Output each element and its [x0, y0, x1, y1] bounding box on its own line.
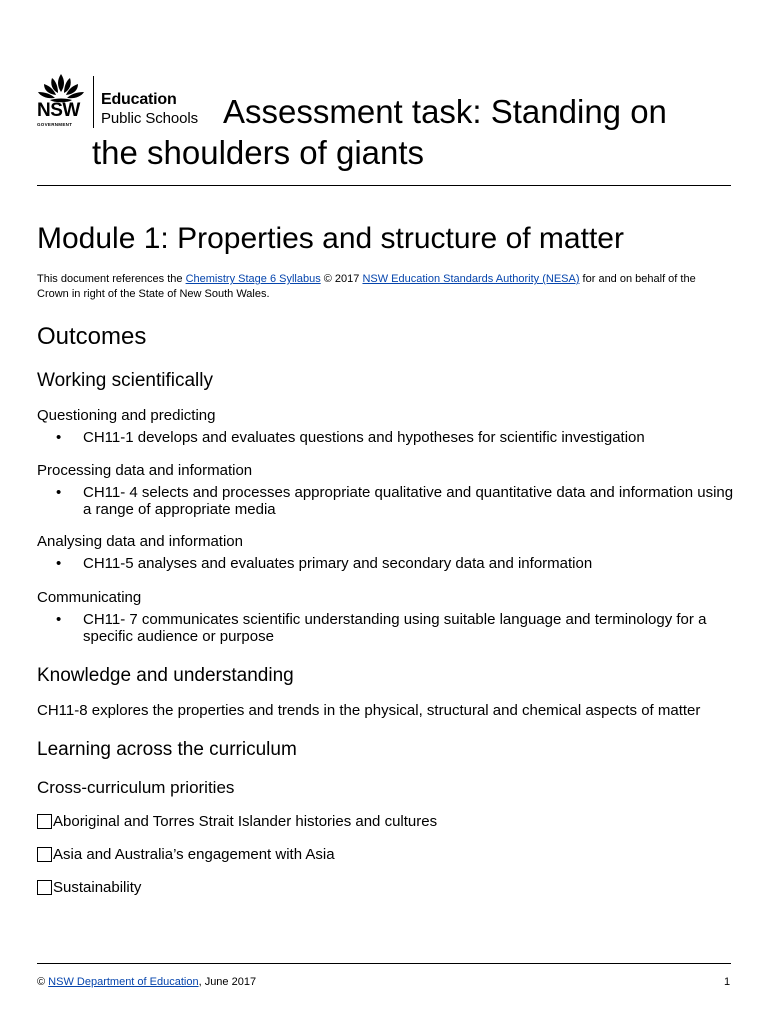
logo-nsw-text: NSW	[37, 100, 80, 121]
learning-across-curriculum-heading: Learning across the curriculum	[37, 739, 297, 760]
priority-checkbox-asia[interactable]	[37, 847, 52, 862]
bullet-icon: •	[56, 611, 62, 628]
nsw-education-logo	[36, 72, 216, 128]
priority-checkbox-sustainability[interactable]	[37, 880, 52, 895]
document-title-line1: Assessment task: Standing on	[223, 93, 667, 130]
module-heading: Module 1: Properties and structure of matter	[37, 222, 624, 255]
group-label-questioning: Questioning and predicting	[37, 407, 216, 424]
priority-row	[37, 813, 437, 830]
logo-divider	[93, 76, 94, 128]
nsw-department-link[interactable]: NSW Department of Education	[48, 976, 199, 988]
cross-curriculum-heading: Cross-curriculum priorities	[37, 778, 235, 797]
bullet-icon: •	[56, 484, 62, 501]
footer-divider	[37, 963, 731, 964]
outcomes-heading: Outcomes	[37, 323, 147, 350]
footer-copyright-symbol: ©	[37, 976, 49, 988]
group-label-processing: Processing data and information	[37, 462, 253, 479]
group-label-analysing: Analysing data and information	[37, 533, 243, 550]
footer-date: , June 2017	[198, 976, 257, 988]
page-number: 1	[724, 976, 731, 988]
nesa-link[interactable]: NSW Education Standards Authority (NESA)	[362, 273, 580, 285]
working-scientifically-heading: Working scientifically	[37, 370, 213, 391]
logo-government-text: GOVERNMENT	[37, 122, 73, 127]
outcome-ch11-4: CH11- 4 selects and processes appropriate qualitative and quantitative data and information using a range of appropriate media	[83, 484, 734, 518]
outcome-ch11-7: CH11- 7 communicates scientific understanding using suitable language and terminology for a specific audience or purpose	[83, 611, 707, 645]
outcome-ch11-1: CH11-1 develops and evaluates questions and hypotheses for scientific investigation	[83, 429, 645, 446]
knowledge-heading: Knowledge and understanding	[37, 665, 294, 686]
syllabus-link[interactable]: Chemistry Stage 6 Syllabus	[185, 273, 321, 285]
group-label-communicating: Communicating	[37, 589, 142, 606]
outcome-ch11-8: CH11-8 explores the properties and trends in the physical, structural and chemical aspects of matter	[37, 702, 701, 719]
reference-prefix: This document references the	[37, 273, 186, 285]
document-title-line2: the shoulders of giants	[92, 134, 425, 171]
syllabus-reference	[37, 272, 697, 301]
footer-copyright	[37, 976, 256, 988]
priority-row	[37, 879, 141, 896]
priority-checkbox-aboriginal[interactable]	[37, 814, 52, 829]
priority-row	[37, 846, 335, 863]
title-divider	[37, 185, 731, 186]
outcome-ch11-5: CH11-5 analyses and evaluates primary and secondary data and information	[83, 555, 593, 572]
logo-public-schools-text: Public Schools	[101, 110, 198, 127]
bullet-icon: •	[56, 429, 62, 446]
reference-middle: © 2017	[320, 273, 363, 285]
bullet-icon: •	[56, 555, 62, 572]
reference-suffix: for and on behalf of the Crown in right of the State of New South Wales.	[37, 273, 696, 300]
priority-label: Asia and Australia’s engagement with Asia	[53, 846, 335, 863]
priority-label: Sustainability	[53, 879, 142, 896]
priority-label: Aboriginal and Torres Strait Islander histories and cultures	[53, 813, 438, 830]
logo-education-text: Education	[101, 91, 177, 108]
